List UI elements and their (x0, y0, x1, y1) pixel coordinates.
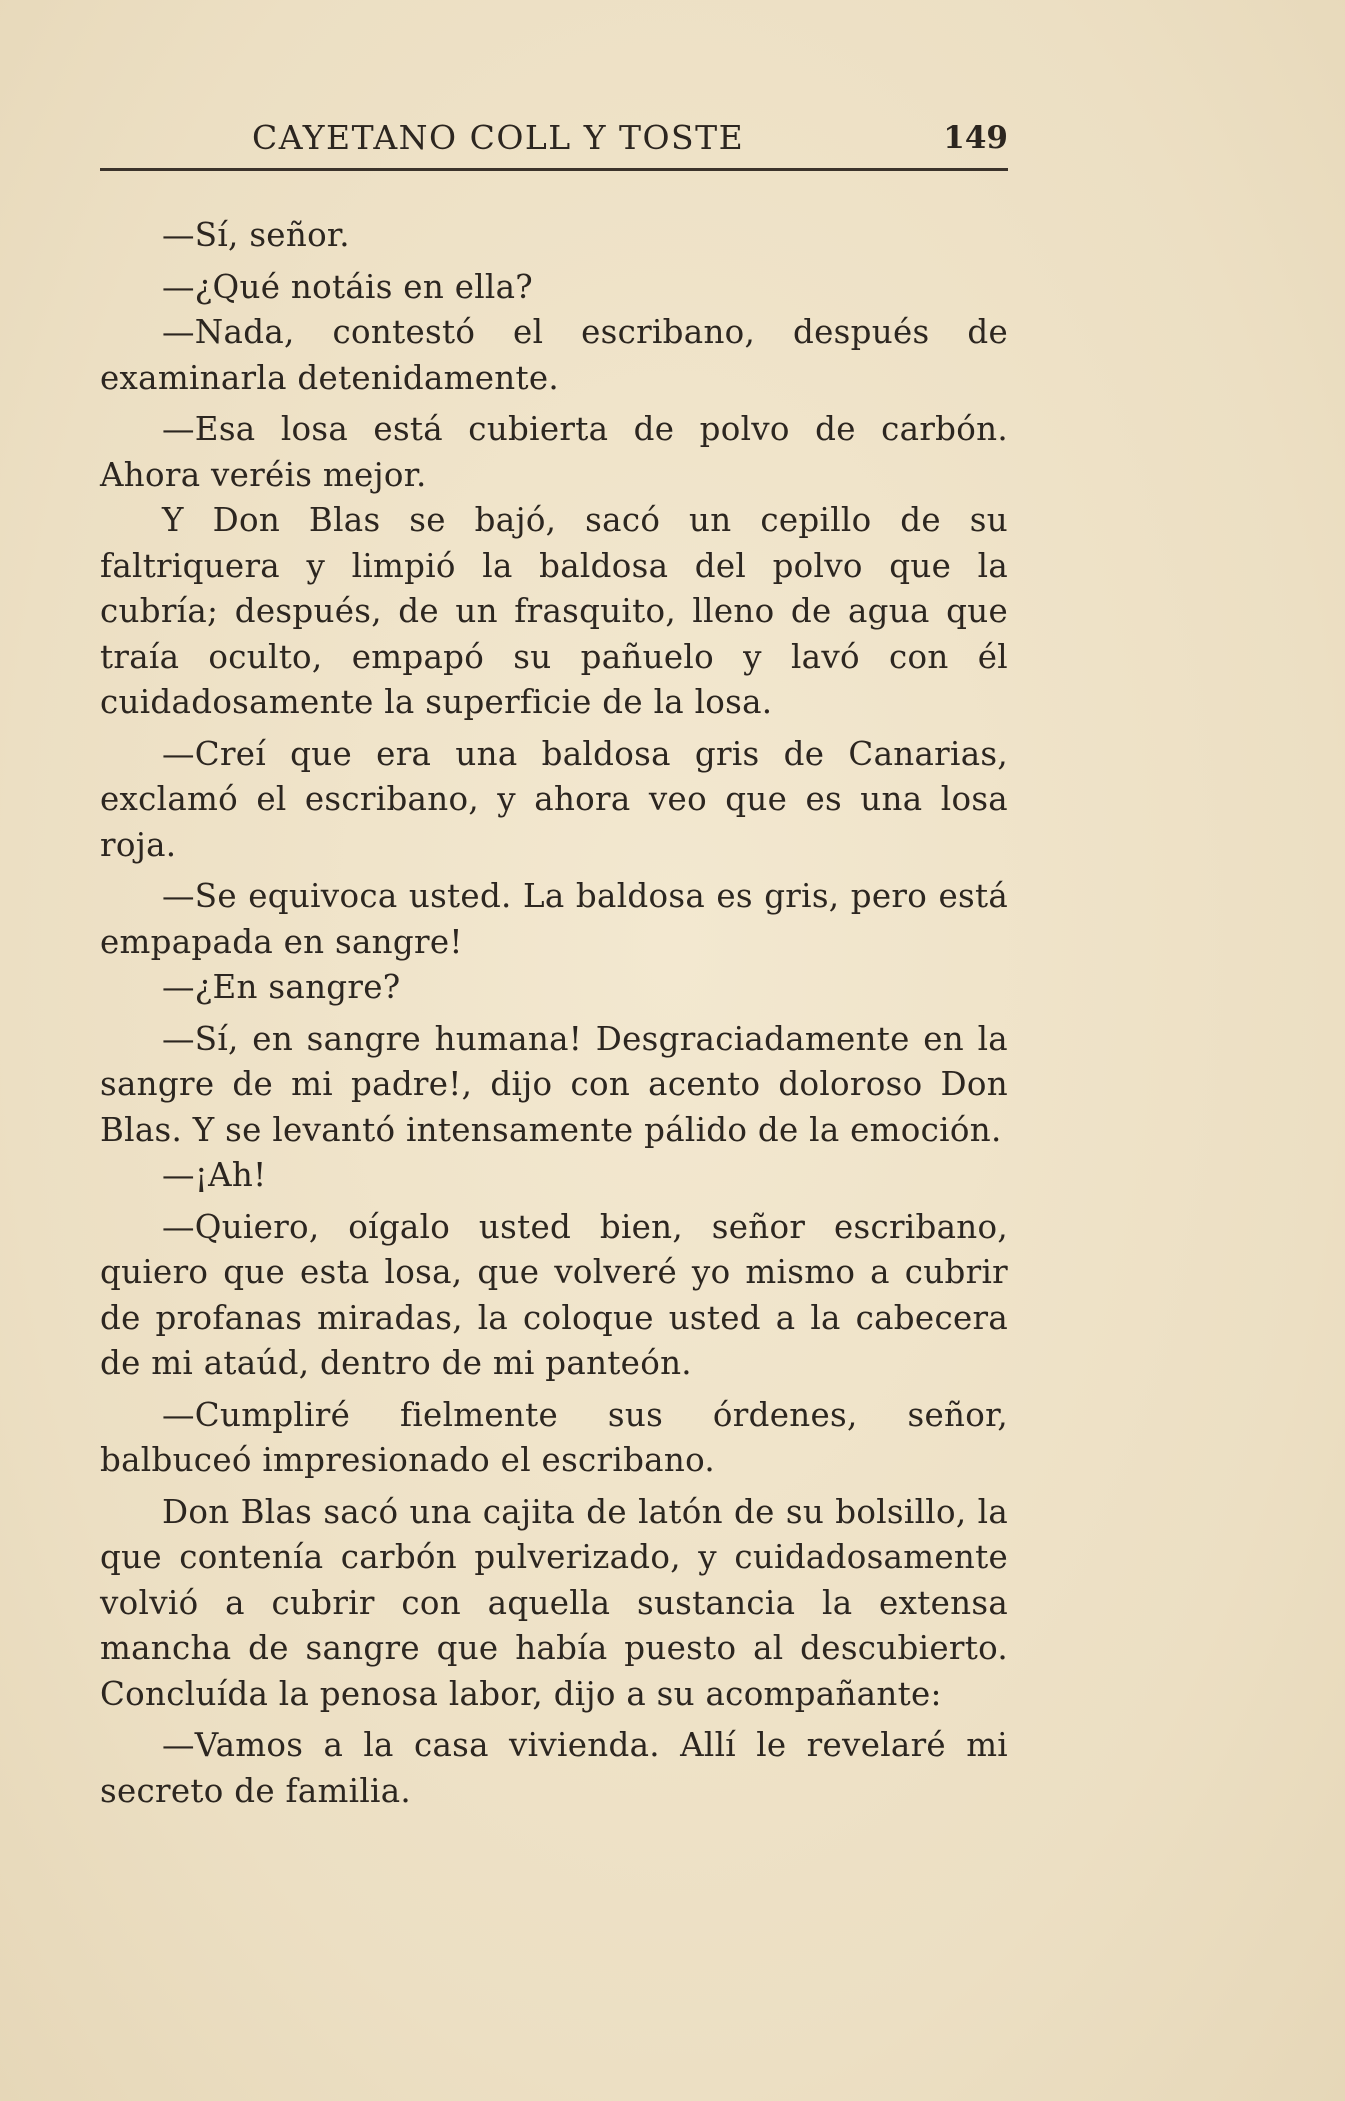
paragraph: —Esa losa está cubierta de polvo de carbón. Ahora veréis mejor. (100, 410, 1008, 494)
paragraph: Y Don Blas se bajó, sacó un cepillo de su faltriquera y limpió la baldosa del polvo que la cubría; después, de un frasquito, lleno de agua que traía oculto, empapó su pañuelo y lavó con él cuidadosamente la superficie de la losa. (100, 501, 1008, 721)
paragraph: —Sí, señor. (162, 216, 350, 254)
paragraph: —Vamos a la casa vivienda. Allí le revelaré mi secreto de familia. (100, 1726, 1008, 1810)
body-text (100, 213, 1008, 1814)
paragraph: —Se equivoca usted. La baldosa es gris, pero está empapada en sangre! (100, 877, 1008, 961)
running-head (100, 113, 1008, 163)
paragraph: Don Blas sacó una cajita de latón de su bolsillo, la que contenía carbón pulverizado, y cuidadosamente volvió a cubrir con aquella sustancia la extensa mancha de sangre que había puesto al descubierto. Concluída la penosa labor, dijo a su acompañante: (100, 1492, 1008, 1713)
paragraph: —¿En sangre? (162, 968, 401, 1006)
paragraph: —¿Qué notáis en ella? (162, 267, 534, 306)
paragraph: —Creí que era una baldosa gris de Canarias, exclamó el escribano, y ahora veo que es una losa roja. (100, 734, 1008, 864)
header-rule (100, 168, 1008, 171)
paragraph: —Sí, en sangre humana! Desgraciadamente en la sangre de mi padre!, dijo con acento doloroso Don Blas. Y se levantó intensamente pálido de la emoción. (100, 1019, 1008, 1149)
paragraph: —Quiero, oígalo usted bien, señor escribano, quiero que esta losa, que volveré yo mismo a cubrir de profanas miradas, la coloque usted a la cabecera de mi ataúd, dentro de mi panteón. (100, 1207, 1008, 1382)
running-title: CAYETANO COLL Y TOSTE (252, 118, 745, 157)
page-number: 149 (943, 120, 1008, 156)
paragraph: —Nada, contestó el escribano, después de examinarla detenidamente. (100, 313, 1008, 397)
paragraph: —Cumpliré fielmente sus órdenes, señor, balbuceó impresionado el escribano. (100, 1395, 1008, 1479)
paragraph: —¡Ah! (162, 1156, 267, 1194)
